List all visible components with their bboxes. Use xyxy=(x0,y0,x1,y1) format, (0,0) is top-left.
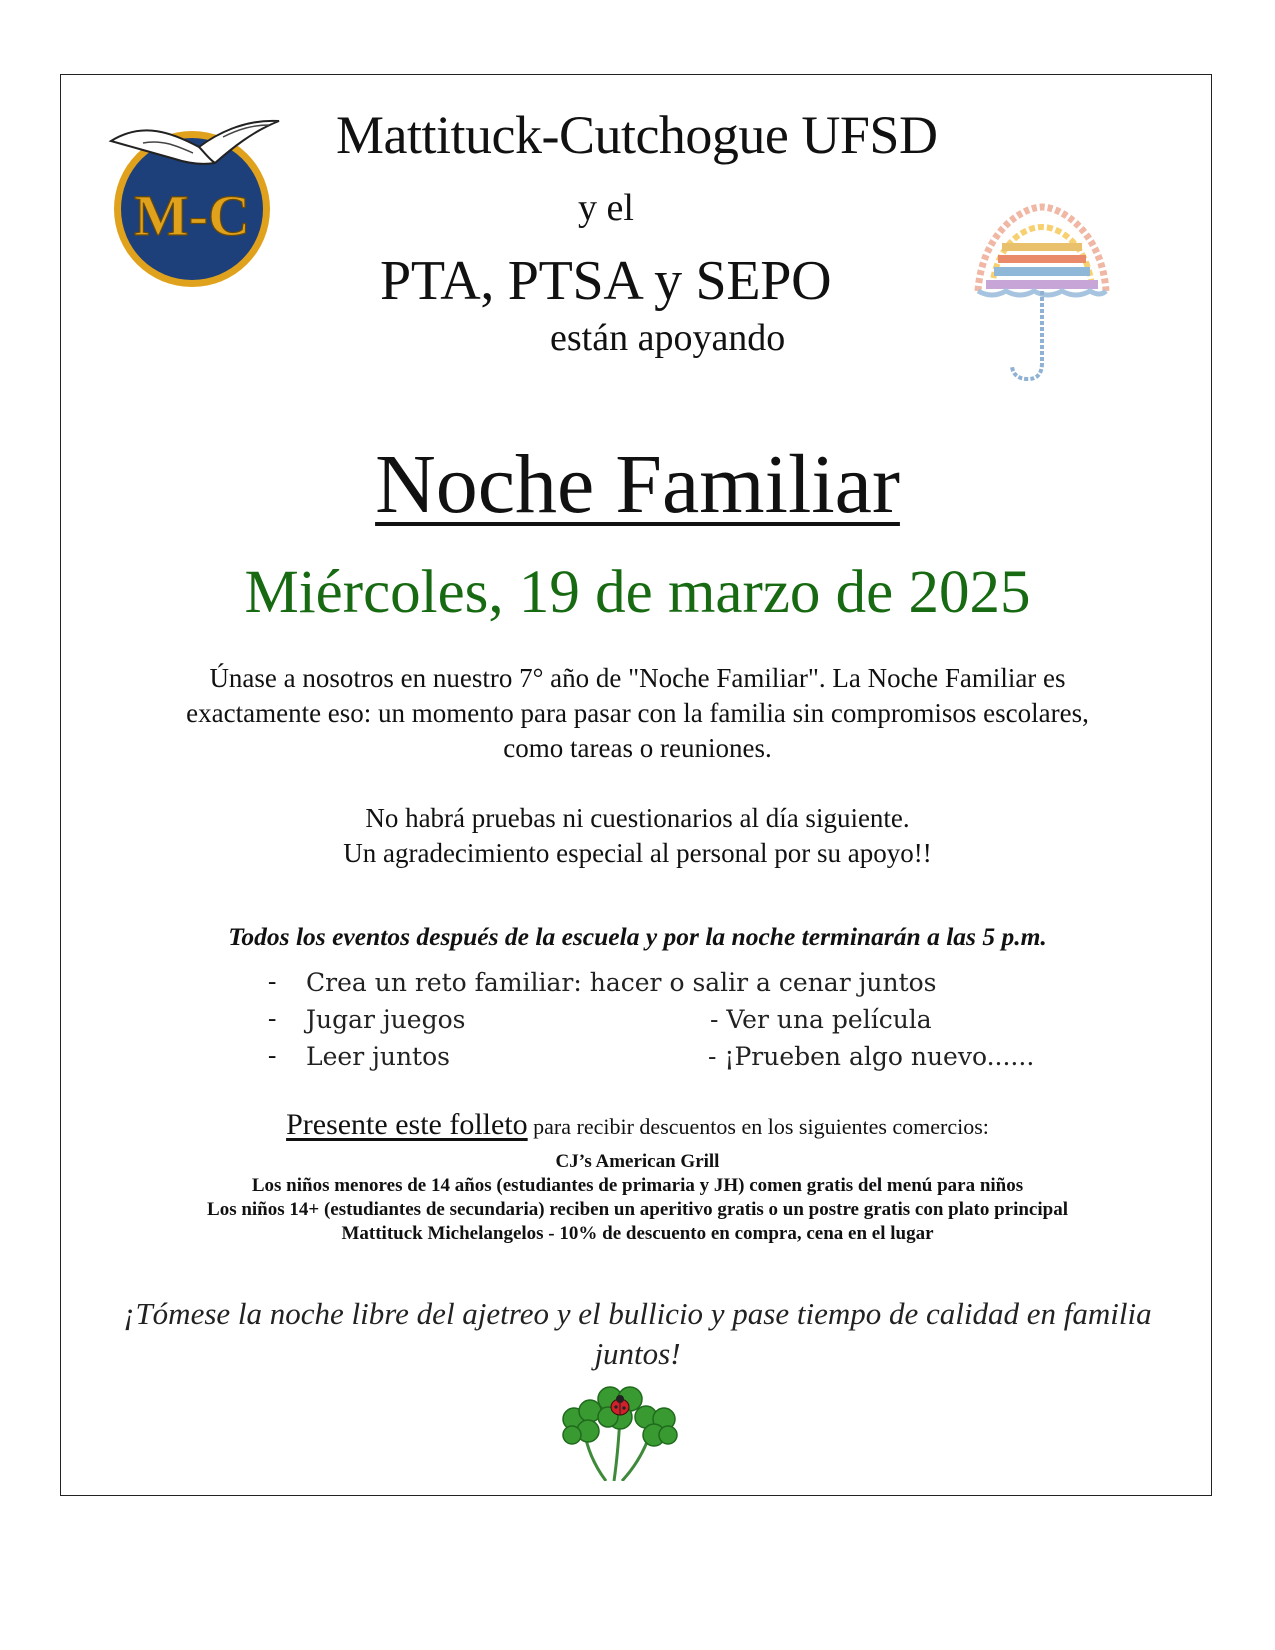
shamrock-ladybug-icon xyxy=(548,1377,690,1481)
discount-lead: Presente este folleto xyxy=(286,1108,528,1141)
business-line: Los niños 14+ (estudiantes de secundaria) reciben un aperitivo gratis o un postre gratis con plato principal xyxy=(207,1199,1068,1220)
activity-item: - Ver una película xyxy=(710,1005,932,1034)
activity-item: - ¡Prueben algo nuevo...... xyxy=(708,1042,1035,1071)
header-groups: PTA, PTSA y SEPO xyxy=(380,250,832,312)
mc-logo xyxy=(103,113,281,289)
logo-text: M-C xyxy=(134,183,250,248)
events-end-notice: Todos los eventos después de la escuela y por la noche terminarán a las 5 p.m. xyxy=(228,922,1047,951)
intro-line: como tareas o reuniones. xyxy=(503,733,772,763)
business-line: Los niños menores de 14 años (estudiantes de primaria y JH) comen gratis del menú para niños xyxy=(251,1175,1024,1196)
note-line: No habrá pruebas ni cuestionarios al día siguiente. xyxy=(365,803,910,833)
event-date: Miércoles, 19 de marzo de 2025 xyxy=(244,559,1031,626)
activity-item: Crea un reto familiar: hacer o salir a cenar juntos xyxy=(306,968,937,997)
spring-word-umbrella-icon xyxy=(972,203,1112,383)
business-line: CJ’s American Grill xyxy=(555,1151,720,1172)
discount-rest: para recibir descuentos en los siguientes comercios: xyxy=(527,1114,989,1139)
header-org: Mattituck-Cutchogue UFSD xyxy=(336,105,938,165)
activity-item: Jugar juegos xyxy=(306,1005,466,1034)
discount-intro xyxy=(0,1108,1275,1142)
intro-line: Únase a nosotros en nuestro 7° año de "Noche Familiar". La Noche Familiar es xyxy=(209,663,1066,693)
list-bullet: - xyxy=(268,1042,277,1069)
closing-line: ¡Tómese la noche libre del ajetreo y el bullicio y pase tiempo de calidad en familia xyxy=(123,1296,1152,1331)
header-supporting: están apoyando xyxy=(550,317,786,359)
header-and: y el xyxy=(578,187,634,229)
list-bullet: - xyxy=(268,968,277,995)
intro-line: exactamente eso: un momento para pasar con la familia sin compromisos escolares, xyxy=(186,698,1089,728)
activity-item: Leer juntos xyxy=(306,1042,450,1071)
list-bullet: - xyxy=(268,1005,277,1032)
page-title: Noche Familiar xyxy=(375,438,900,531)
closing-line: juntos! xyxy=(594,1336,681,1371)
note-line: Un agradecimiento especial al personal por su apoyo!! xyxy=(343,838,932,868)
business-line: Mattituck Michelangelos - 10% de descuento en compra, cena en el lugar xyxy=(341,1223,934,1244)
